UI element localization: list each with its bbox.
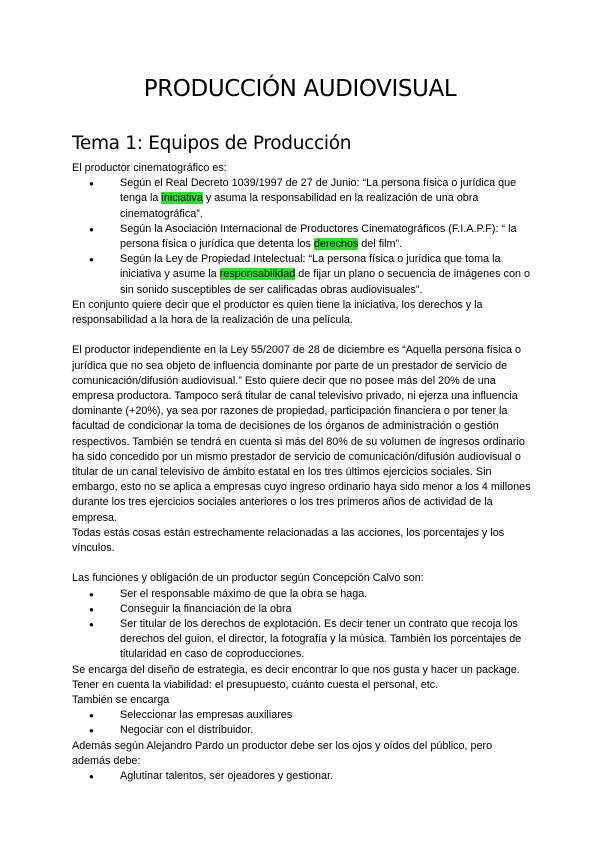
function-item: ● Conseguir la financiación de la obra [120, 602, 532, 617]
functions-intro: Las funciones y obligación de un productor según Concepción Calvo son: [72, 572, 424, 585]
functions-list [72, 587, 532, 663]
intro-paragraph: El productor cinematográfico es: [72, 162, 227, 174]
definitions-list [72, 176, 532, 298]
also-paragraph: También se encarga [72, 694, 170, 707]
related-paragraph: Todas estás cosas están estrechamente relacionadas a las acciones, los porcentajes y los vínculos. [72, 526, 505, 555]
independent-producer-paragraph: El productor independiente en la Ley 55/2007 de 28 de diciembre es “Aquella persona física o jurídica que no sea objeto de influencia dominante por parte de un prestador de servicio de comunicación/difusión audiovisual.” Esto quiere decir que no posee más del 20% de una empresa productora. Tampoco será titular de canal televisivo privado, ni ejerza una influencia dominante (+20%), ya sea por razones de propiedad, participación financiera o por tener la facultad de condicionar la toma de decisiones de los órganos de administración o gestión respectivos. También se tendrá en cuenta si más del 80% de su volumen de ingresos ordinario ha sido concedido por un mismo prestador de servicio de comunicación/difusión audiovisual o titular de un canal televisivo de ámbito estatal en los tres últimos ejercicios sociales. Sin embargo, esto no se aplica a empresas cuyo ingreso ordinario haya sido menor a los 4 millones durante los tres ejercicios sociales anteriores o los tres primeros años de actividad de la empresa. [72, 344, 531, 524]
highlight-responsabilidad: responsabilidad [219, 268, 296, 281]
summary-paragraph: En conjunto quiere decir que el productor es quien tiene la iniciativa, los derechos y la responsabilidad a la hora de la realización de una película. [72, 298, 483, 327]
definition-item: ● Según el Real Decreto 1039/1997 de 27 de Junio: “La persona física o jurídica que tenga la iniciativa y asuma la responsabilidad en la realización de una obra cinematográfica”. [120, 176, 532, 222]
document-title: PRODUCCIÓN AUDIOVISUAL [143, 76, 457, 102]
highlight-iniciativa: iniciativa [161, 192, 203, 205]
pardo-paragraph: Además según Alejandro Pardo un productor debe ser los ojos y oídos del público, pero además debe: [72, 739, 493, 767]
pardo-item: ● Aglutinar talentos, ser ojeadores y gestionar. [120, 769, 532, 784]
strategy-paragraph: Se encarga del diseño de estrategia, es decir encontrar lo que nos gusta y hacer un package. Tener en cuenta la viabilidad: el presupuesto, cuánto cuesta el personal, etc. [72, 663, 520, 691]
also-item: ● Negociar con el distribuidor. [120, 723, 532, 738]
section-title: Tema 1: Equipos de Producción [72, 133, 352, 154]
also-item: ● Seleccionar las empresas auxiliares [120, 708, 532, 723]
definition-item: ● Según la Asociación Internacional de Productores Cinematográficos (F.I.A.P.F): “ la persona física o jurídica que detenta los derechos del film”. [120, 222, 532, 252]
function-item: ● Ser el responsable máximo de que la obra se haga. [120, 587, 532, 602]
pardo-list [72, 769, 532, 784]
function-item: ● Ser titular de los derechos de explotación. Es decir tener un contrato que recoja los derechos del guion, el director, la fotografía y la música. También los porcentajes de titularidad en caso de coproducciones. [120, 617, 532, 663]
document-body [72, 161, 532, 784]
also-list [72, 708, 532, 738]
definition-item: ● Según la Ley de Propiedad Intelectual: “La persona física o jurídica que toma la iniciativa y asume la responsabilidad de fijar un plano o secuencia de imágenes con o sin sonido susceptibles de ser calificadas obras audiovisuales”. [120, 252, 532, 298]
highlight-derechos: derechos [313, 238, 359, 251]
